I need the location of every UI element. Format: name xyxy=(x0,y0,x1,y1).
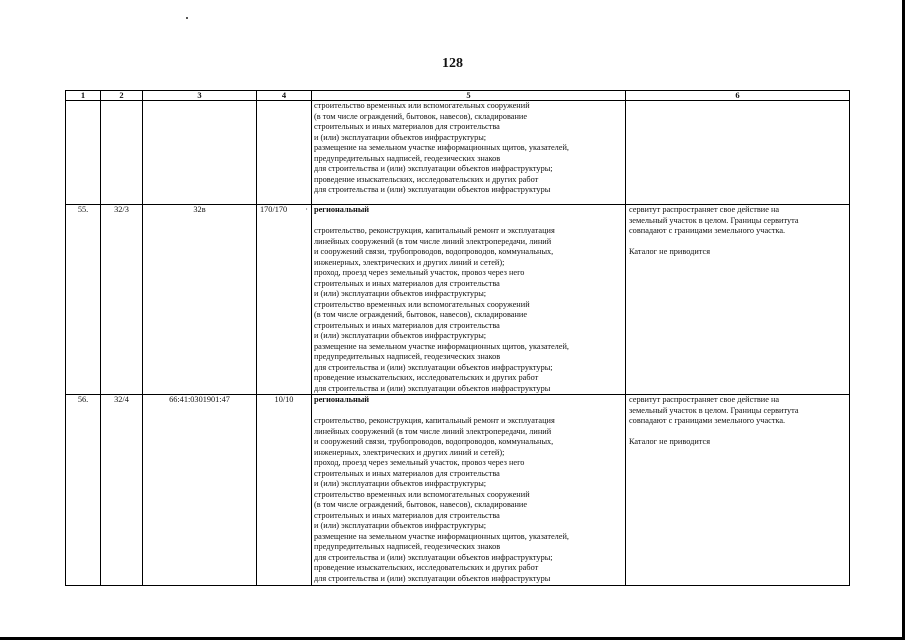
notes-line: сервитут распространяет свое действие на xyxy=(629,395,780,404)
cell-code: 32/4 xyxy=(101,395,143,586)
purpose-line: для строительства и (или) эксплуатации объектов инфраструктуры; xyxy=(314,164,553,173)
area-value: 10/10 xyxy=(274,395,294,404)
purpose-line: строительных и иных материалов для строительства xyxy=(314,320,500,330)
cell-number xyxy=(66,101,101,205)
cell-purpose xyxy=(312,205,626,395)
cell-number: 56. xyxy=(66,395,101,586)
cell-code xyxy=(101,101,143,205)
purpose-line: и (или) эксплуатации объектов инфраструктуры; xyxy=(314,521,487,530)
purpose-line: и (или) эксплуатации объектов инфраструктуры; xyxy=(314,289,487,298)
purpose-line: проход, проезд через земельный участок, провоз через него xyxy=(314,268,525,277)
purpose-line: проведение изыскательских, исследовательских и других работ xyxy=(314,563,539,572)
table-row-continuation xyxy=(66,101,850,205)
purpose-line: линейных сооружений (в том числе линий электропередачи, линий xyxy=(314,426,552,436)
purpose-line: и сооружений связи, трубопроводов, водопроводов, коммунальных, xyxy=(314,437,554,446)
easement-table xyxy=(65,90,850,586)
purpose-line: строительных и иных материалов для строительства xyxy=(314,278,500,288)
purpose-line: предупредительных надписей, геодезических знаков xyxy=(314,153,501,163)
cell-cadastral: 66:41:0301901:47 xyxy=(143,395,257,586)
notes-line: земельный участок в целом. Границы сервитута xyxy=(629,215,799,225)
purpose-line: строительство, реконструкция, капитальный ремонт и эксплуатация xyxy=(314,416,555,425)
purpose-line: проведение изыскательских, исследовательских и других работ xyxy=(314,373,539,382)
purpose-line: для строительства и (или) эксплуатации объектов инфраструктуры xyxy=(314,383,551,393)
cell-area xyxy=(257,395,312,586)
table-row xyxy=(66,205,850,395)
purpose-line: размещение на земельном участке информационных щитов, указателей, xyxy=(314,143,569,152)
header-cell: 1 xyxy=(66,91,101,101)
notes-line: совпадают с границами земельного участка. xyxy=(629,226,786,235)
purpose-line: (в том числе ограждений, бытовок, навесов), складирование xyxy=(314,500,528,509)
purpose-line: (в том числе ограждений, бытовок, навесов), складирование xyxy=(314,310,528,319)
scan-speck xyxy=(186,17,188,19)
purpose-line: линейных сооружений (в том числе линий электропередачи, линий xyxy=(314,236,552,246)
purpose-line: строительство, реконструкция, капитальный ремонт и эксплуатация xyxy=(314,226,555,235)
area-mark: · xyxy=(305,205,308,214)
header-cell: 5 xyxy=(312,91,626,101)
purpose-line: инженерных, электрических и других линий и сетей); xyxy=(314,447,505,457)
purpose-line: (в том числе ограждений, бытовок, навесов), складирование xyxy=(314,111,528,121)
cell-notes xyxy=(626,395,850,586)
cell-notes xyxy=(626,101,850,205)
purpose-line: для строительства и (или) эксплуатации объектов инфраструктуры xyxy=(314,185,551,194)
cell-purpose xyxy=(312,395,626,586)
header-cell: 4 xyxy=(257,91,312,101)
cell-notes xyxy=(626,205,850,395)
purpose-line: предупредительных надписей, геодезических знаков xyxy=(314,542,501,551)
purpose-line: строительство временных или вспомогательных сооружений xyxy=(314,101,530,110)
cell-area xyxy=(257,205,312,395)
purpose-line: проход, проезд через земельный участок, провоз через него xyxy=(314,458,525,467)
purpose-line: и сооружений связи, трубопроводов, водопроводов, коммунальных, xyxy=(314,247,554,256)
purpose-line: инженерных, электрических и других линий и сетей); xyxy=(314,257,505,267)
catalog-note: Каталог не приводится xyxy=(629,437,711,446)
purpose-line: и (или) эксплуатации объектов инфраструктуры; xyxy=(314,132,487,142)
cell-cadastral xyxy=(143,101,257,205)
purpose-line: проведение изыскательских, исследовательских и других работ xyxy=(314,174,539,184)
header-cell: 3 xyxy=(143,91,257,101)
purpose-line: строительных и иных материалов для строительства xyxy=(314,122,500,131)
table-row xyxy=(66,395,850,586)
purpose-line: размещение на земельном участке информационных щитов, указателей, xyxy=(314,341,569,351)
purpose-line: и (или) эксплуатации объектов инфраструктуры; xyxy=(314,331,487,340)
purpose-line: размещение на земельном участке информационных щитов, указателей, xyxy=(314,531,569,541)
cell-code: 32/3 xyxy=(101,205,143,395)
purpose-line: для строительства и (или) эксплуатации объектов инфраструктуры xyxy=(314,573,551,583)
purpose-line: для строительства и (или) эксплуатации объектов инфраструктуры; xyxy=(314,552,553,562)
notes-line: совпадают с границами земельного участка. xyxy=(629,416,786,425)
catalog-note: Каталог не приводится xyxy=(629,247,711,256)
notes-line: сервитут распространяет свое действие на xyxy=(629,205,780,214)
header-cell: 6 xyxy=(626,91,850,101)
purpose-line: для строительства и (или) эксплуатации объектов инфраструктуры; xyxy=(314,362,553,372)
purpose-title: региональный xyxy=(314,205,370,214)
purpose-line: строительство временных или вспомогательных сооружений xyxy=(314,489,530,499)
cell-purpose xyxy=(312,101,626,205)
purpose-line: предупредительных надписей, геодезических знаков xyxy=(314,352,501,361)
purpose-line: и (или) эксплуатации объектов инфраструктуры; xyxy=(314,479,487,488)
purpose-line: строительных и иных материалов для строительства xyxy=(314,510,500,520)
cell-number: 55. xyxy=(66,205,101,395)
purpose-line: строительство временных или вспомогательных сооружений xyxy=(314,299,530,309)
cell-cadastral: 32в xyxy=(143,205,257,395)
header-row xyxy=(66,91,850,101)
header-cell: 2 xyxy=(101,91,143,101)
notes-line: земельный участок в целом. Границы сервитута xyxy=(629,405,799,415)
cell-area xyxy=(257,101,312,205)
area-value: 170/170 xyxy=(260,205,288,214)
purpose-title: региональный xyxy=(314,395,370,404)
page-number: 128 xyxy=(442,56,463,71)
purpose-line: строительных и иных материалов для строительства xyxy=(314,468,500,478)
